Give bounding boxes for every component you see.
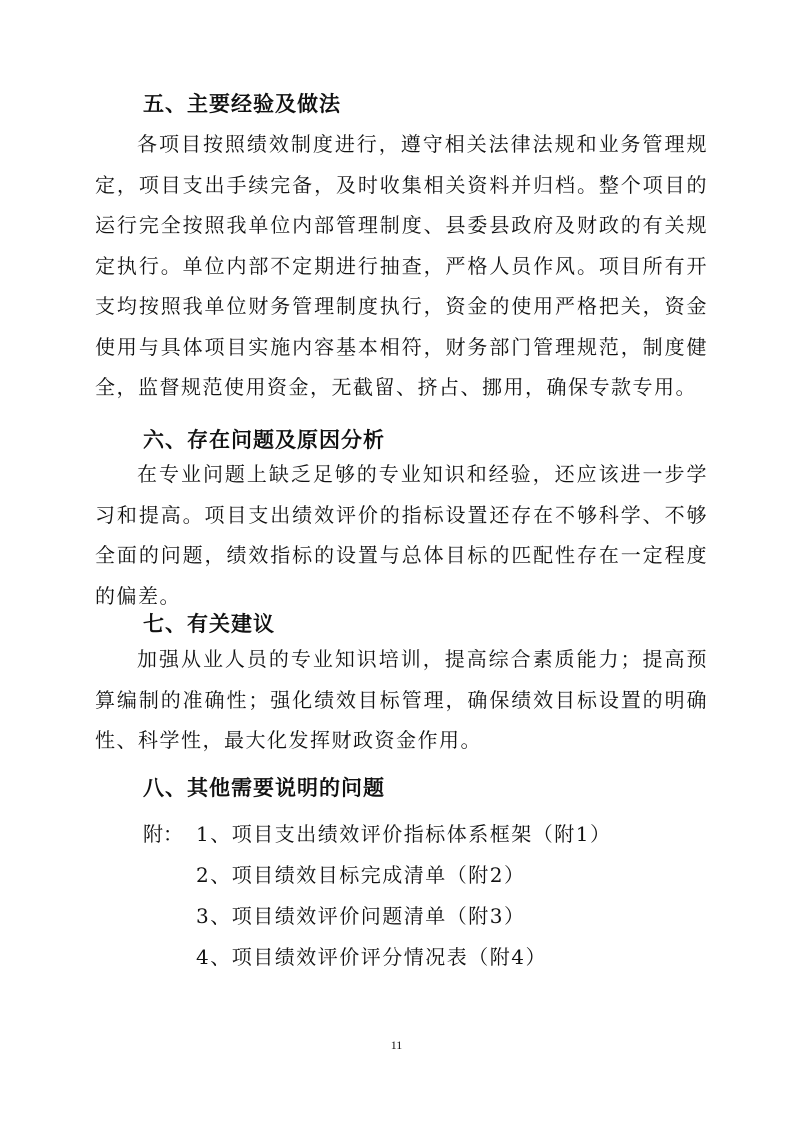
section-heading-problems: 六、存在问题及原因分析 [143,428,385,452]
attachment-item-1: 1、项目支出绩效评价指标体系框架（附1） [196,822,612,846]
section-heading-experience: 五、主要经验及做法 [143,92,341,116]
attachment-item-4: 4、项目绩效评价评分情况表（附4） [196,945,547,969]
section-body-problems: 在专业问题上缺乏足够的专业知识和经验，还应该进一步学习和提高。项目支出绩效评价的指标设置还存在不够科学、不够全面的问题，绩效指标的设置与总体目标的匹配性存在一定程度的偏差。 [95,462,708,608]
section-heading-suggestions: 七、有关建议 [143,612,275,636]
section-heading-other: 八、其他需要说明的问题 [143,776,385,800]
page-number: 11 [390,1038,403,1052]
attachment-item-2: 2、项目绩效目标完成清单（附2） [196,863,526,887]
section-body-experience: 各项目按照绩效制度进行，遵守相关法律法规和业务管理规定，项目支出手续完备，及时收集相关资料并归档。整个项目的运行完全按照我单位内部管理制度、县委县政府及财政的有关规定执行。单位内部不定期进行抽查，严格人员作风。项目所有开支均按照我单位财务管理制度执行，资金的使用严格把关，资金使用与具体项目实施内容基本相符，财务部门管理规范，制度健全，监督规范使用资金，无截留、挤占、挪用，确保专款专用。 [95,132,708,399]
attachments-prefix: 附： [143,822,183,846]
section-body-suggestions: 加强从业人员的专业知识培训，提高综合素质能力；提高预算编制的准确性；强化绩效目标管理，确保绩效目标设置的明确性、科学性，最大化发挥财政资金作用。 [95,647,708,752]
attachment-item-3: 3、项目绩效评价问题清单（附3） [196,904,526,928]
